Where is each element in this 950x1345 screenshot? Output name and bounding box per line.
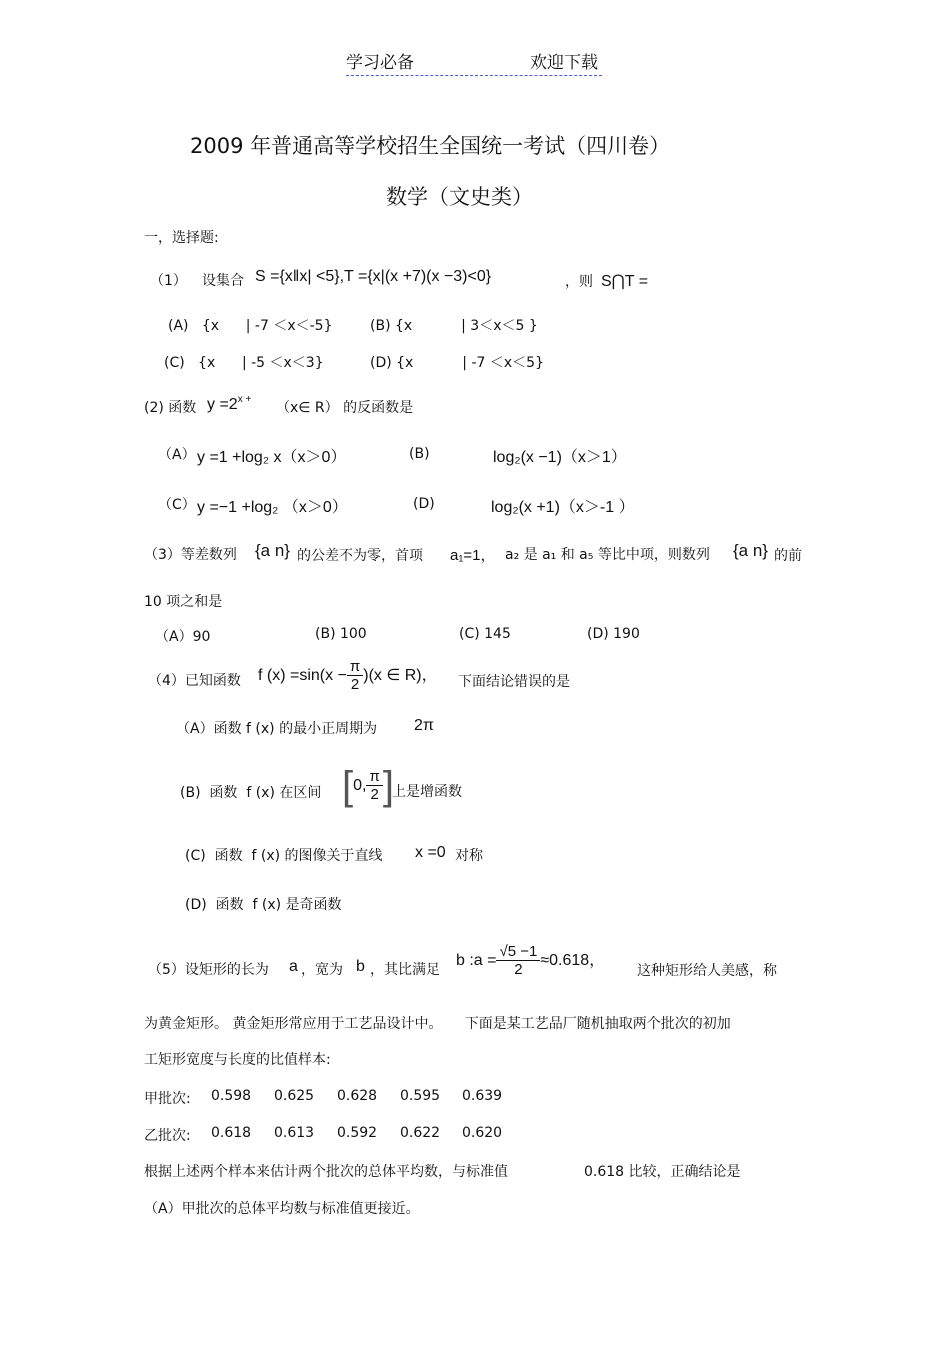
q2-option-b-label: (B) — [409, 446, 430, 462]
q4-tail: 下面结论错误的是 — [458, 674, 570, 690]
q3-a1: a₁=1， — [450, 547, 496, 564]
header-right: 欢迎下载 — [530, 53, 598, 73]
q4-option-d: (D) 函数 f (x) 是奇函数 — [185, 897, 342, 913]
q2-func-exponent: x + — [237, 394, 252, 405]
q4-interval-left: 0, — [353, 777, 367, 795]
q2-number: (2) 函数 — [144, 400, 197, 416]
q4-interval-denominator: 2 — [370, 786, 379, 803]
q5-ratio-approx: ≈0.618， — [540, 952, 606, 970]
q1-number: （1） — [150, 273, 187, 289]
q2-function — [207, 396, 251, 414]
q2-option-a: y =1 +log₂ x（x＞0） — [197, 449, 347, 466]
batch-a-value: 0.598 — [211, 1088, 252, 1104]
header-left: 学习必备 — [346, 53, 414, 73]
q5-ratio-denominator: 2 — [514, 961, 523, 978]
batch-a-label: 甲批次: — [144, 1091, 191, 1107]
q5-ratio-numerator: √5 −1 — [496, 943, 540, 961]
q5-condition: ，其比满足 — [370, 962, 440, 978]
q5-ratio-left: b :a = — [456, 952, 497, 970]
q2-option-b: log₂(x −1)（x＞1） — [493, 449, 627, 466]
q5-line3: 工矩形宽度与长度的比值样本: — [144, 1052, 331, 1068]
q1-option-a: (A) {x | -7 ＜x＜-5} — [168, 318, 333, 334]
q1-option-b: (B) {x | 3＜x＜5 } — [370, 318, 538, 334]
q5-tail: 这种矩形给人美感，称 — [637, 963, 777, 979]
right-bracket-icon: ] — [382, 764, 394, 808]
q5-width: b — [356, 958, 365, 975]
q4-function — [258, 658, 438, 694]
q5-standard-value: 0.618 比较，正确结论是 — [584, 1164, 741, 1180]
q4-intro: （4）已知函数 — [148, 673, 241, 689]
q1-tail: ，则 — [565, 274, 593, 290]
q5-mid: ，宽为 — [301, 962, 343, 978]
q3-line2: 10 项之和是 — [144, 594, 223, 610]
q2-option-d-label: (D) — [413, 496, 435, 512]
batch-b-label: 乙批次: — [144, 1128, 191, 1144]
q3-option-b: (B) 100 — [315, 626, 367, 642]
batch-b-value: 0.622 — [400, 1125, 441, 1141]
page-header — [346, 48, 602, 76]
q2-option-c-label: （C） — [158, 497, 196, 513]
batch-b-value: 0.592 — [337, 1125, 378, 1141]
q4-option-a: （A）函数 f (x) 的最小正周期为 — [176, 721, 378, 737]
q5-estimate-line: 根据上述两个样本来估计两个批次的总体平均数，与标准值 — [144, 1164, 508, 1180]
q5-intro: （5）设矩形的长为 — [148, 962, 269, 978]
q4-interval-fraction — [366, 768, 382, 804]
q1-sets: S ={x‖x| <5},T ={x|(x +7)(x −3)<0} — [255, 268, 492, 285]
q2-func-base: y =2 — [207, 396, 238, 413]
q4-func-numerator: π — [347, 658, 363, 676]
q3-option-a: （A）90 — [155, 629, 211, 645]
q3-intro: （3）等差数列 — [144, 547, 237, 563]
q5-ratio-fraction — [496, 943, 540, 979]
q4-func-denominator: 2 — [350, 676, 360, 693]
q5-length: a — [289, 958, 298, 975]
q2-condition: （x∈ R） 的反函数是 — [276, 400, 414, 416]
q1-option-c: (C) {x | -5 ＜x＜3} — [164, 355, 324, 371]
batch-a-value: 0.628 — [337, 1088, 378, 1104]
q1-text: 设集合 — [202, 273, 244, 289]
q4-interval-numerator: π — [366, 768, 382, 786]
exam-title: 2009 年普通高等学校招生全国统一考试（四川卷） — [190, 134, 671, 158]
q2-option-c: y =−1 +log₂ （x＞0） — [197, 499, 348, 516]
q4-option-b-interval — [342, 766, 394, 806]
q2-option-d: log₂(x +1)（x＞-1 ） — [491, 499, 635, 516]
batch-a-value: 0.595 — [400, 1088, 441, 1104]
section-heading: 一，选择题: — [144, 230, 219, 246]
q4-option-c-tail: 对称 — [455, 848, 483, 864]
batch-a-value: 0.639 — [462, 1088, 503, 1104]
q4-option-b-tail: 上是增函数 — [392, 784, 462, 800]
q1-option-d: (D) {x | -7 ＜x＜5} — [370, 355, 544, 371]
batch-a-value: 0.625 — [274, 1088, 315, 1104]
q2-option-a-label: （A） — [158, 447, 196, 463]
exam-subtitle: 数学（文史类） — [386, 185, 533, 209]
q3-option-c: (C) 145 — [459, 626, 511, 642]
q3-option-d: (D) 190 — [587, 626, 640, 642]
q3-sequence-2: {a n} — [733, 541, 768, 560]
batch-b-value: 0.618 — [211, 1125, 252, 1141]
q4-option-c: (C) 函数 f (x) 的图像关于直线 — [185, 848, 383, 864]
q3-sequence: {a n} — [255, 541, 290, 560]
q5-line2: 为黄金矩形。 黄金矩形常应用于工艺品设计中。 下面是某工艺品厂随机抽取两个批次的初加 — [144, 1016, 731, 1032]
q4-option-b: (B) 函数 f (x) 在区间 — [180, 785, 322, 801]
q1-expr: S⋂T = — [601, 273, 649, 290]
left-bracket-icon: [ — [342, 764, 354, 808]
q5-option-a: （A）甲批次的总体平均数与标准值更接近。 — [144, 1201, 420, 1217]
batch-b-value: 0.613 — [274, 1125, 315, 1141]
q3-text: 的公差不为零，首项 — [297, 548, 423, 564]
q4-option-a-value: 2π — [414, 717, 434, 734]
q3-a2: a₂ 是 a₁ 和 a₅ 等比中项，则数列 — [505, 547, 710, 563]
q4-func-right: )(x ∈ R)， — [363, 667, 438, 685]
q4-func-left: f (x) =sin(x − — [258, 667, 347, 685]
q4-func-fraction — [347, 658, 363, 694]
batch-b-value: 0.620 — [462, 1125, 503, 1141]
q4-option-c-value: x =0 — [415, 844, 446, 861]
q3-tail: 的前 — [774, 548, 802, 564]
q5-ratio — [456, 943, 605, 979]
